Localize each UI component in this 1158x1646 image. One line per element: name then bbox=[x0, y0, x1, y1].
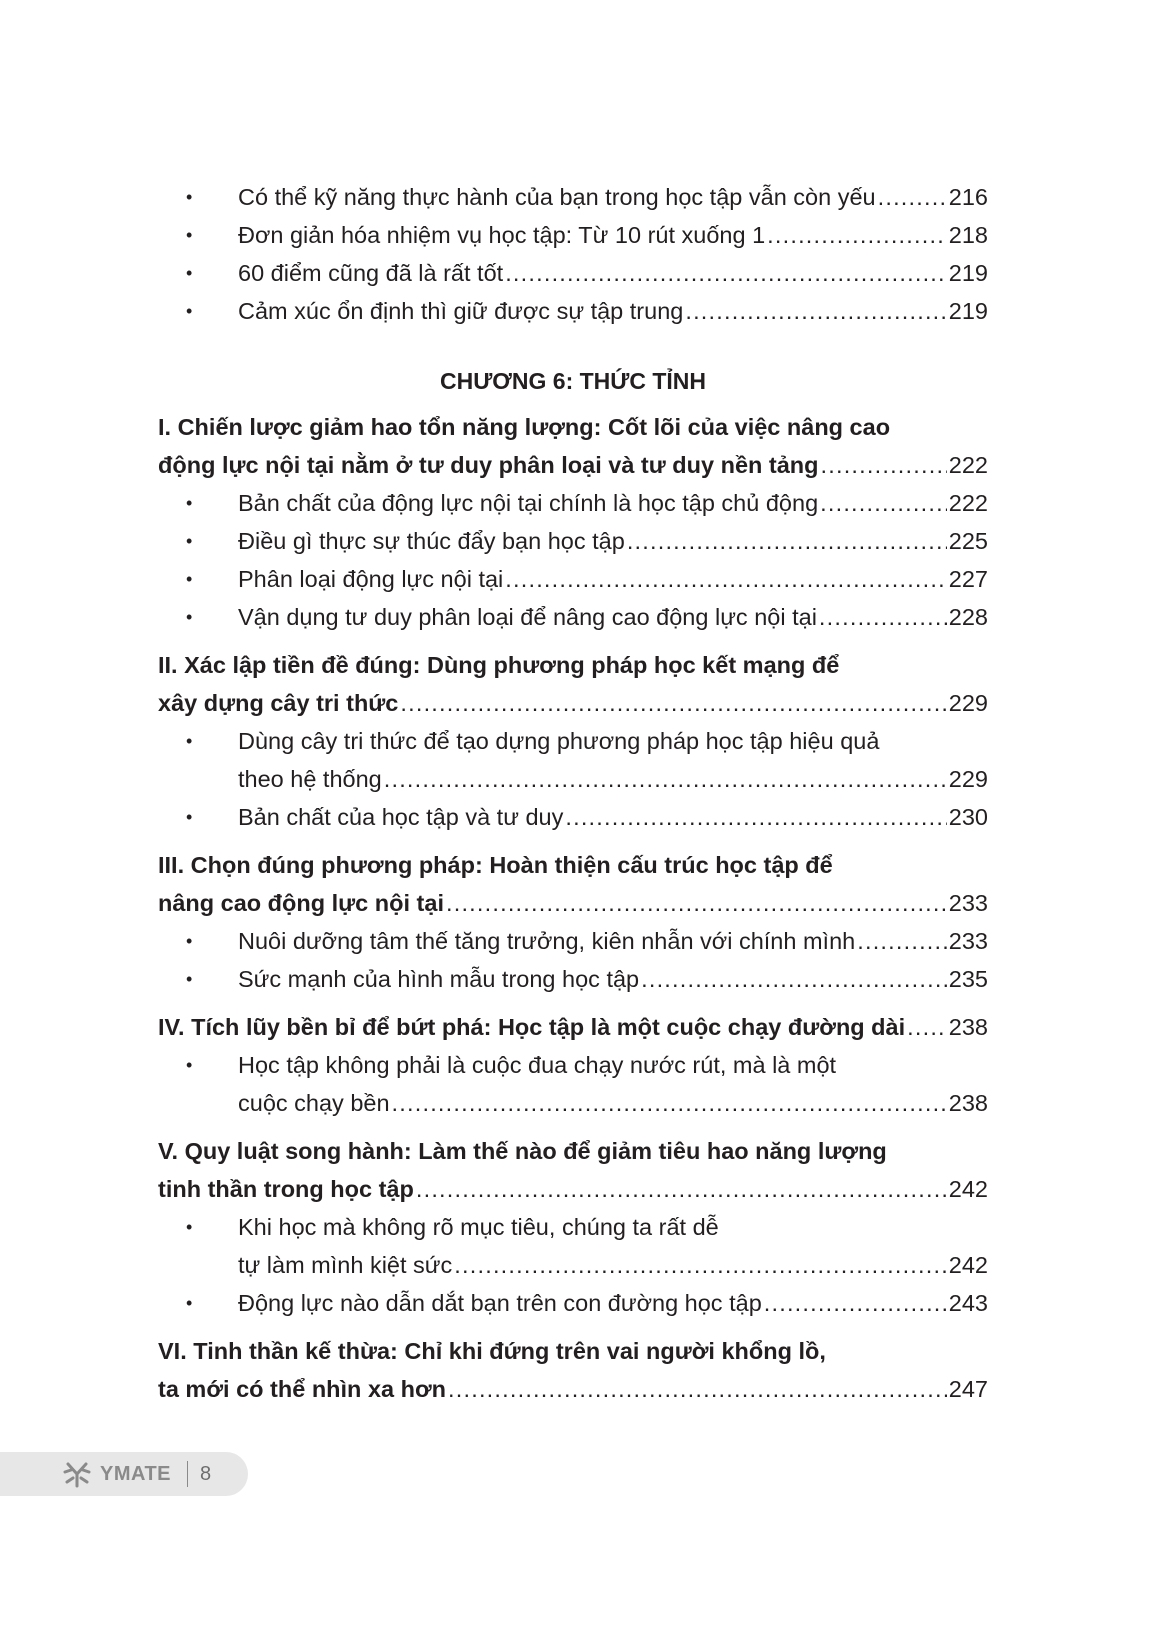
bullet-icon: • bbox=[186, 1293, 193, 1313]
bullet-icon: • bbox=[186, 225, 193, 245]
toc-item-page: 243 bbox=[948, 1290, 988, 1316]
bullet-icon: • bbox=[186, 931, 193, 951]
bullet-icon: • bbox=[186, 607, 193, 627]
toc-section-page: 238 bbox=[948, 1014, 988, 1040]
page-number: 8 bbox=[200, 1462, 212, 1485]
toc-section-title: IV. Tích lũy bền bỉ để bứt phá: Học tập là một cuộc chạy đường dài bbox=[158, 1014, 906, 1040]
toc-item-title: Có thể kỹ năng thực hành của bạn trong học tập vẫn còn yếu bbox=[238, 184, 876, 210]
toc-item bbox=[158, 178, 988, 216]
toc-item bbox=[158, 216, 988, 254]
dot-leader bbox=[384, 760, 947, 798]
toc-item-page: 222 bbox=[948, 490, 988, 516]
bullet-icon: • bbox=[186, 1055, 193, 1075]
bullet-icon: • bbox=[186, 569, 193, 589]
toc-item-page: 216 bbox=[948, 184, 988, 210]
toc-item bbox=[158, 722, 988, 798]
dot-leader bbox=[767, 216, 947, 254]
toc-section bbox=[158, 1332, 988, 1408]
dot-leader bbox=[454, 1246, 946, 1284]
toc-section-page: 222 bbox=[948, 452, 988, 478]
toc-item-page: 219 bbox=[948, 260, 988, 286]
bullet-icon: • bbox=[186, 969, 193, 989]
bullet-icon: • bbox=[186, 301, 193, 321]
ymate-logo-icon bbox=[62, 1459, 92, 1489]
toc-item bbox=[158, 1208, 988, 1284]
toc-item-title: Phân loại động lực nội tại bbox=[238, 566, 504, 592]
toc-item-title: Đơn giản hóa nhiệm vụ học tập: Từ 10 rút xuống 1 bbox=[238, 222, 766, 248]
toc-item bbox=[158, 598, 988, 636]
toc-section-title: nâng cao động lực nội tại bbox=[158, 890, 444, 916]
dot-leader bbox=[400, 684, 946, 722]
toc-item-page: 229 bbox=[948, 766, 988, 792]
dot-leader bbox=[819, 598, 947, 636]
toc-section-title: tinh thần trong học tập bbox=[158, 1176, 414, 1202]
toc-item-title: Dùng cây tri thức để tạo dựng phương pháp học tập hiệu quả bbox=[238, 728, 880, 754]
toc-item-title: Điều gì thực sự thúc đẩy bạn học tập bbox=[238, 528, 625, 554]
brand-name: YMATE bbox=[100, 1462, 172, 1485]
toc-item-page: 228 bbox=[948, 604, 988, 630]
toc-chapter-list bbox=[158, 408, 988, 1408]
toc-item-title: 60 điểm cũng đã là rất tốt bbox=[238, 260, 504, 286]
toc-section-title: III. Chọn đúng phương pháp: Hoàn thiện cấu trúc học tập để bbox=[158, 852, 833, 878]
dot-leader bbox=[565, 798, 946, 836]
toc-section-title: VI. Tinh thần kế thừa: Chỉ khi đứng trên vai người khổng lồ, bbox=[158, 1338, 826, 1364]
toc-section-title: V. Quy luật song hành: Làm thế nào để giảm tiêu hao năng lượng bbox=[158, 1138, 887, 1164]
toc-item-page: 242 bbox=[948, 1252, 988, 1278]
toc-item-page: 238 bbox=[948, 1090, 988, 1116]
toc-item-title: Động lực nào dẫn dắt bạn trên con đường học tập bbox=[238, 1290, 762, 1316]
bullet-icon: • bbox=[186, 1217, 193, 1237]
toc-section bbox=[158, 846, 988, 922]
toc-section-title: động lực nội tại nằm ở tư duy phân loại và tư duy nền tảng bbox=[158, 452, 819, 478]
dot-leader bbox=[627, 522, 947, 560]
toc-item-title: tự làm mình kiệt sức bbox=[238, 1252, 453, 1278]
toc-item-page: 230 bbox=[948, 804, 988, 830]
dot-leader bbox=[685, 292, 946, 330]
toc-section-page: 247 bbox=[948, 1376, 988, 1402]
toc-section bbox=[158, 408, 988, 484]
toc-item bbox=[158, 798, 988, 836]
toc-item-title: Vận dụng tư duy phân loại để nâng cao động lực nội tại bbox=[238, 604, 817, 630]
bullet-icon: • bbox=[186, 263, 193, 283]
bullet-icon: • bbox=[186, 493, 193, 513]
toc-item bbox=[158, 1046, 988, 1122]
dot-leader bbox=[641, 960, 947, 998]
toc-item-page: 219 bbox=[948, 298, 988, 324]
toc-section-page: 242 bbox=[948, 1176, 988, 1202]
bullet-icon: • bbox=[186, 531, 193, 551]
bullet-icon: • bbox=[186, 731, 193, 751]
page-footer bbox=[0, 1452, 248, 1496]
dot-leader bbox=[416, 1170, 947, 1208]
toc-item bbox=[158, 254, 988, 292]
dot-leader bbox=[448, 1370, 947, 1408]
toc-item bbox=[158, 484, 988, 522]
toc-section bbox=[158, 1132, 988, 1208]
toc-section-page: 229 bbox=[948, 690, 988, 716]
dot-leader bbox=[392, 1084, 947, 1122]
toc-item-page: 225 bbox=[948, 528, 988, 554]
toc-item bbox=[158, 292, 988, 330]
dot-leader bbox=[820, 484, 947, 522]
toc-section bbox=[158, 646, 988, 722]
toc-section-title: ta mới có thể nhìn xa hơn bbox=[158, 1376, 447, 1402]
toc-continued-list bbox=[158, 178, 988, 330]
toc-item-page: 235 bbox=[948, 966, 988, 992]
dot-leader bbox=[446, 884, 947, 922]
dot-leader bbox=[505, 560, 947, 598]
toc-item-title: cuộc chạy bền bbox=[238, 1090, 390, 1116]
toc-item bbox=[158, 522, 988, 560]
dot-leader bbox=[821, 446, 947, 484]
toc-item-title: Bản chất của động lực nội tại chính là học tập chủ động bbox=[238, 490, 819, 516]
dot-leader bbox=[505, 254, 947, 292]
toc-item-page: 227 bbox=[948, 566, 988, 592]
toc-item-title: Học tập không phải là cuộc đua chạy nước rút, mà là một bbox=[238, 1052, 837, 1078]
toc-section bbox=[158, 1008, 988, 1046]
toc-item-title: Nuôi dưỡng tâm thế tăng trưởng, kiên nhẫn với chính mình bbox=[238, 928, 856, 954]
footer-divider bbox=[187, 1461, 188, 1487]
toc-item bbox=[158, 560, 988, 598]
toc-section-title: II. Xác lập tiền đề đúng: Dùng phương pháp học kết mạng để bbox=[158, 652, 840, 678]
bullet-icon: • bbox=[186, 187, 193, 207]
toc-item-title: theo hệ thống bbox=[238, 766, 382, 792]
dot-leader bbox=[857, 922, 947, 960]
dot-leader bbox=[764, 1284, 947, 1322]
toc-item-title: Khi học mà không rõ mục tiêu, chúng ta rất dễ bbox=[238, 1214, 719, 1240]
toc-section-page: 233 bbox=[948, 890, 988, 916]
toc-item-title: Cảm xúc ổn định thì giữ được sự tập trung bbox=[238, 298, 684, 324]
dot-leader bbox=[878, 178, 947, 216]
toc-item-title: Sức mạnh của hình mẫu trong học tập bbox=[238, 966, 640, 992]
toc-item-title: Bản chất của học tập và tư duy bbox=[238, 804, 564, 830]
toc-item-page: 218 bbox=[948, 222, 988, 248]
toc-item-page: 233 bbox=[948, 928, 988, 954]
chapter-title: CHƯƠNG 6: THỨC TỈNH bbox=[439, 368, 707, 394]
toc-item bbox=[158, 1284, 988, 1322]
toc-item bbox=[158, 960, 988, 998]
toc-section-title: xây dựng cây tri thức bbox=[158, 690, 399, 716]
dot-leader bbox=[907, 1008, 947, 1046]
toc-section-title: I. Chiến lược giảm hao tổn năng lượng: Cốt lõi của việc nâng cao bbox=[158, 414, 891, 440]
bullet-icon: • bbox=[186, 807, 193, 827]
toc-item bbox=[158, 922, 988, 960]
